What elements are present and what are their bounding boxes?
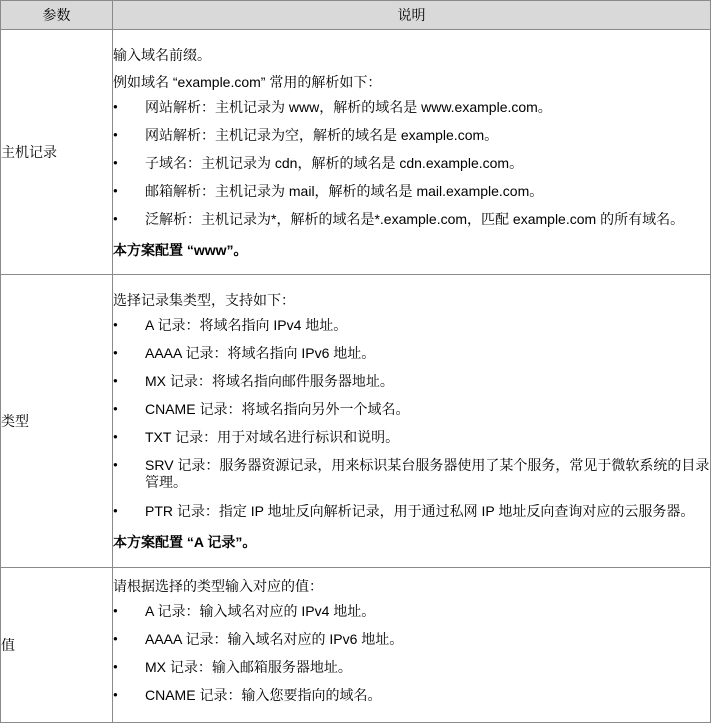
list-item: ● 网站解析：主机记录为空，解析的域名是 example.com。 <box>113 127 710 143</box>
bullet-list <box>113 317 710 520</box>
table-row <box>1 275 711 568</box>
desc-intro: 输入域名前缀。 <box>113 46 211 63</box>
list-item: ● CNAME 记录：将域名指向另外一个域名。 <box>113 401 710 417</box>
desc-intro: 例如域名 “example.com” 常用的解析如下： <box>113 73 382 90</box>
list-item: ● MX 记录：输入邮箱服务器地址。 <box>113 659 710 675</box>
list-item: ● TXT 记录：用于对域名进行标识和说明。 <box>113 429 710 445</box>
header-param: 参数 <box>1 1 113 30</box>
table-header-row <box>1 1 711 30</box>
list-item: ● 泛解析：主机记录为*，解析的域名是*.example.com，匹配 example.com 的所有域名。 <box>113 211 710 228</box>
list-item: ● A 记录：将域名指向 IPv4 地址。 <box>113 317 710 333</box>
list-item: ● A 记录：输入域名对应的 IPv4 地址。 <box>113 603 710 619</box>
table-row <box>1 30 711 275</box>
desc-intro: 选择记录集类型，支持如下： <box>113 292 295 308</box>
list-item: ● MX 记录：将域名指向邮件服务器地址。 <box>113 373 710 389</box>
list-item: ● 网站解析：主机记录为 www，解析的域名是 www.example.com。 <box>113 99 710 115</box>
header-description: 说明 <box>113 1 711 30</box>
table-row <box>1 568 711 723</box>
list-item: ● SRV 记录：服务器资源记录，用来标识某台服务器使用了某个服务，常见于微软系统的目录管理。 <box>113 457 710 491</box>
list-item: ● AAAA 记录：将域名指向 IPv6 地址。 <box>113 345 710 361</box>
param-name: 主机记录 <box>1 30 113 275</box>
list-item: ● 子域名：主机记录为 cdn，解析的域名是 cdn.example.com。 <box>113 155 710 171</box>
list-item: ● PTR 记录：指定 IP 地址反向解析记录，用于通过私网 IP 地址反向查询对应的云服务器。 <box>113 503 710 520</box>
desc-conclusion: 本方案配置 “A 记录”。 <box>113 534 257 550</box>
bullet-list <box>113 603 710 703</box>
param-name: 类型 <box>1 275 113 568</box>
param-description <box>113 30 711 275</box>
param-name: 值 <box>1 568 113 723</box>
desc-intro: 请根据选择的类型输入对应的值： <box>113 578 323 594</box>
list-item: ● AAAA 记录：输入域名对应的 IPv6 地址。 <box>113 631 710 647</box>
param-description <box>113 568 711 723</box>
bullet-list <box>113 99 710 228</box>
list-item: ● CNAME 记录：输入您要指向的域名。 <box>113 687 710 703</box>
desc-conclusion: 本方案配置 “www”。 <box>113 241 248 258</box>
list-item: ● 邮箱解析：主机记录为 mail，解析的域名是 mail.example.com。 <box>113 183 710 199</box>
param-description <box>113 275 711 568</box>
